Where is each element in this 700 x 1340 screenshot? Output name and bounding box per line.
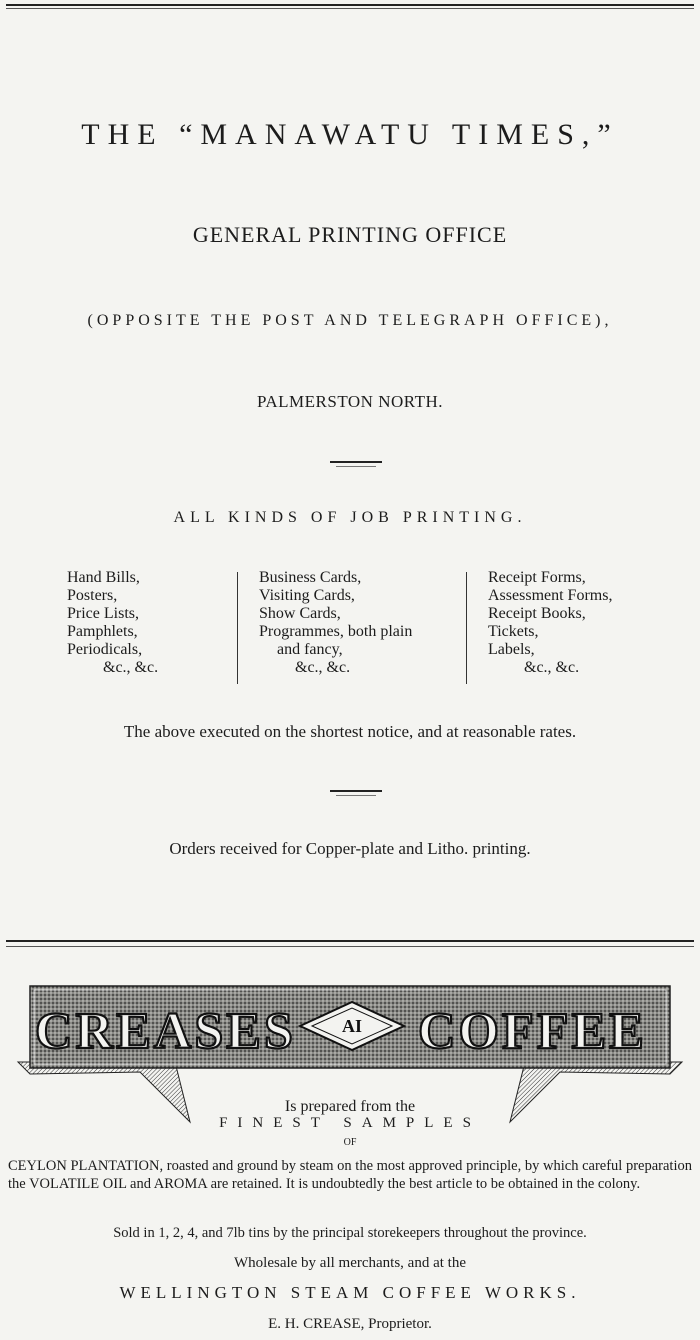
- office-town: PALMERSTON NORTH.: [256, 392, 443, 411]
- finest-samples-line: FINEST SAMPLES: [219, 1115, 481, 1131]
- brand-left-text: CREASES: [35, 1003, 296, 1060]
- top-rule-thin: [6, 8, 694, 9]
- service-item: Tickets,: [488, 623, 539, 640]
- service-item: Show Cards,: [259, 605, 341, 622]
- section-rule-thin: [6, 946, 694, 947]
- top-rule: [6, 4, 694, 6]
- short-divider: [330, 461, 382, 463]
- service-etc: &c., &c.: [295, 659, 351, 676]
- office-subtitle: GENERAL PRINTING OFFICE: [192, 222, 508, 247]
- prepared-line: Is prepared from the: [284, 1098, 416, 1115]
- services-column-1: [67, 569, 158, 677]
- service-item: Labels,: [488, 641, 535, 658]
- coffee-works-name: WELLINGTON STEAM COFFEE WORKS.: [119, 1283, 581, 1302]
- proprietor-line: E. H. CREASE, Proprietor.: [268, 1316, 432, 1332]
- office-address: (OPPOSITE THE POST AND TELEGRAPH OFFICE),: [87, 312, 613, 329]
- service-item: Pamphlets,: [67, 623, 138, 640]
- wholesale-line: Wholesale by all merchants, and at the: [234, 1255, 466, 1271]
- service-item: Periodicals,: [67, 641, 143, 658]
- diamond-text: AI: [341, 1016, 363, 1036]
- service-item: Receipt Forms,: [488, 569, 586, 586]
- service-item: Business Cards,: [259, 569, 362, 586]
- services-column-2: [259, 569, 412, 677]
- service-item: Posters,: [67, 587, 118, 604]
- service-item: Assessment Forms,: [488, 587, 613, 604]
- job-printing-heading: ALL KINDS OF JOB PRINTING.: [173, 509, 527, 526]
- services-column-3: [488, 569, 612, 677]
- sold-in-tins: Sold in 1, 2, 4, and 7lb tins by the principal storekeepers throughout the province.: [113, 1225, 587, 1241]
- column-divider: [466, 572, 467, 684]
- service-etc: &c., &c.: [103, 659, 159, 676]
- service-item: Receipt Books,: [488, 605, 586, 622]
- orders-notice: Orders received for Copper-plate and Litho. printing.: [169, 839, 531, 858]
- service-item: Programmes, both plain: [259, 623, 413, 640]
- service-etc: &c., &c.: [524, 659, 580, 676]
- column-divider: [237, 572, 238, 684]
- short-divider: [330, 790, 382, 792]
- service-item: Hand Bills,: [67, 569, 140, 586]
- rates-notice: The above executed on the shortest notice, and at reasonable rates.: [123, 722, 577, 741]
- of-line: OF: [343, 1137, 357, 1148]
- service-item: Visiting Cards,: [259, 587, 355, 604]
- coffee-description: CEYLON PLANTATION, roasted and ground by steam on the most approved principle, by which careful preparation the VOLATILE OIL and AROMA are retained. It is undoubtedly the best article to be obtained in the colony.: [8, 1158, 692, 1192]
- brand-right-text: COFFEE: [418, 1003, 647, 1060]
- service-item: Price Lists,: [67, 605, 139, 622]
- section-rule: [6, 940, 694, 942]
- newspaper-title: THE “MANAWATU TIMES,”: [81, 118, 619, 151]
- service-item: and fancy,: [277, 641, 343, 658]
